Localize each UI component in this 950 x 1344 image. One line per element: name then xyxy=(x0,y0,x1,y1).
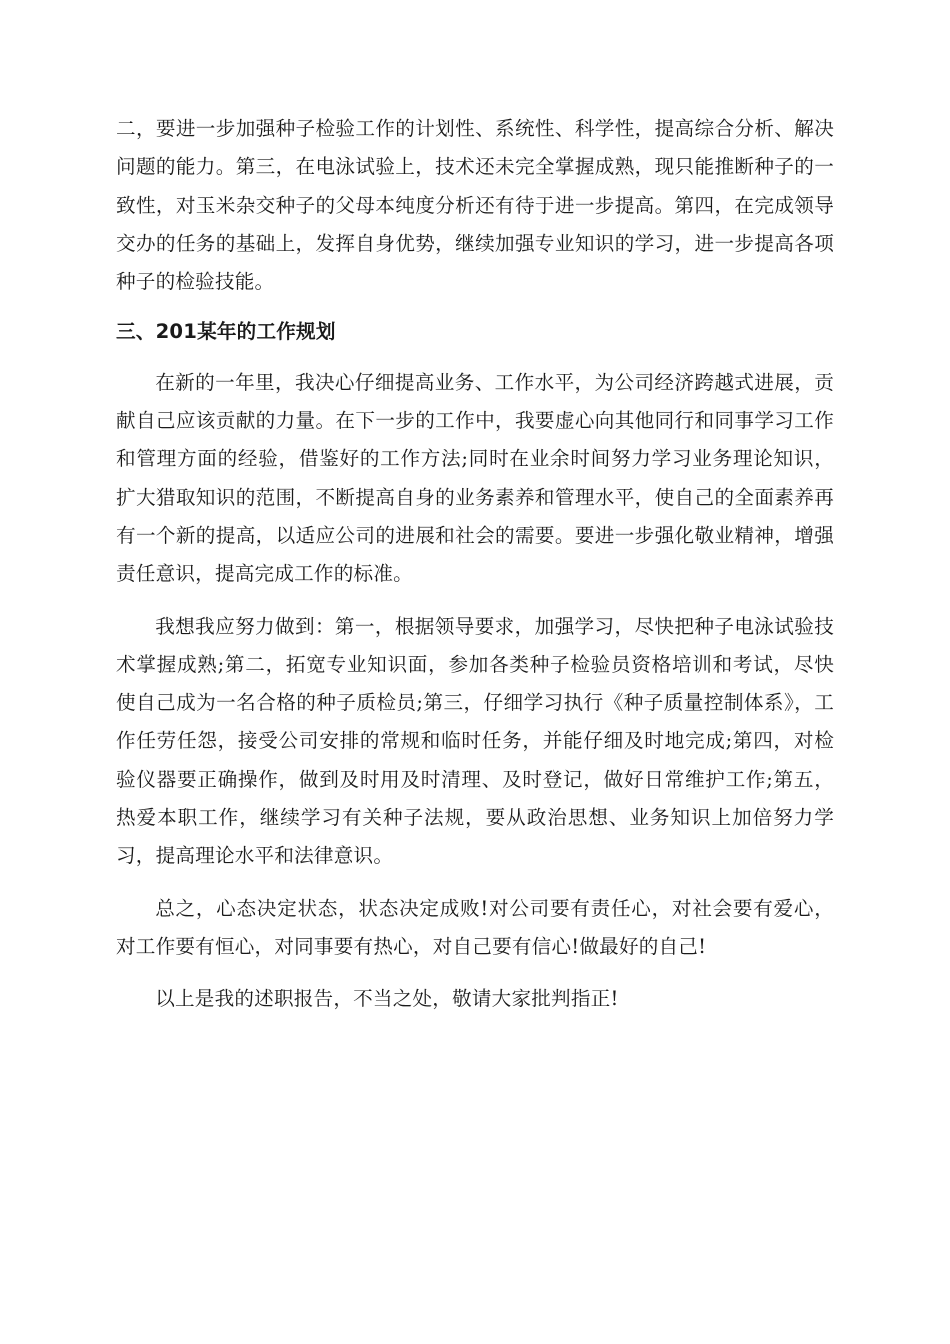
section-heading: 三、201某年的工作规划 xyxy=(116,320,336,344)
paragraph-closing: 以上是我的述职报告，不当之处，敬请大家批判指正! xyxy=(155,987,619,1011)
document-page xyxy=(116,110,834,1019)
paragraph-continuation: 二，要进一步加强种子检验工作的计划性、系统性、科学性，提高综合分析、解决问题的能力。第三，在电泳试验上，技术还未完全掌握成熟，现只能推断种子的一致性，对玉米杂交种子的父母本纯度分析还有待于进一步提高。第四，在完成领导交办的任务的基础上，发挥自身优势，继续加强专业知识的学习，进一步提高各项种子的检验技能。 xyxy=(116,117,834,294)
paragraph-goals: 我想我应努力做到：第一，根据领导要求，加强学习，尽快把种子电泳试验技术掌握成熟;第二，拓宽专业知识面，参加各类种子检验员资格培训和考试，尽快使自己成为一名合格的种子质检员;第三，仔细学习执行《种子质量控制体系》，工作任劳任怨，接受公司安排的常规和临时任务，并能仔细及时地完成;第四，对检验仪器要正确操作，做到及时用及时清理、及时登记，做好日常维护工作;第五，热爱本职工作，继续学习有关种子法规，要从政治思想、业务知识上加倍努力学习，提高理论水平和法律意识。 xyxy=(116,614,834,868)
paragraph-plan: 在新的一年里，我决心仔细提高业务、工作水平，为公司经济跨越式进展，贡献自己应该贡献的力量。在下一步的工作中，我要虚心向其他同行和同事学习工作和管理方面的经验，借鉴好的工作方法;同时在业余时间努力学习业务理论知识，扩大猎取知识的范围，不断提高自身的业务素养和管理水平，使自己的全面素养再有一个新的提高，以适应公司的进展和社会的需要。要进一步强化敬业精神，增强责任意识，提高完成工作的标准。 xyxy=(116,370,834,586)
paragraph-summary: 总之，心态决定状态，状态决定成败!对公司要有责任心，对社会要有爱心，对工作要有恒心，对同事要有热心，对自己要有信心!做最好的自己! xyxy=(116,896,834,958)
